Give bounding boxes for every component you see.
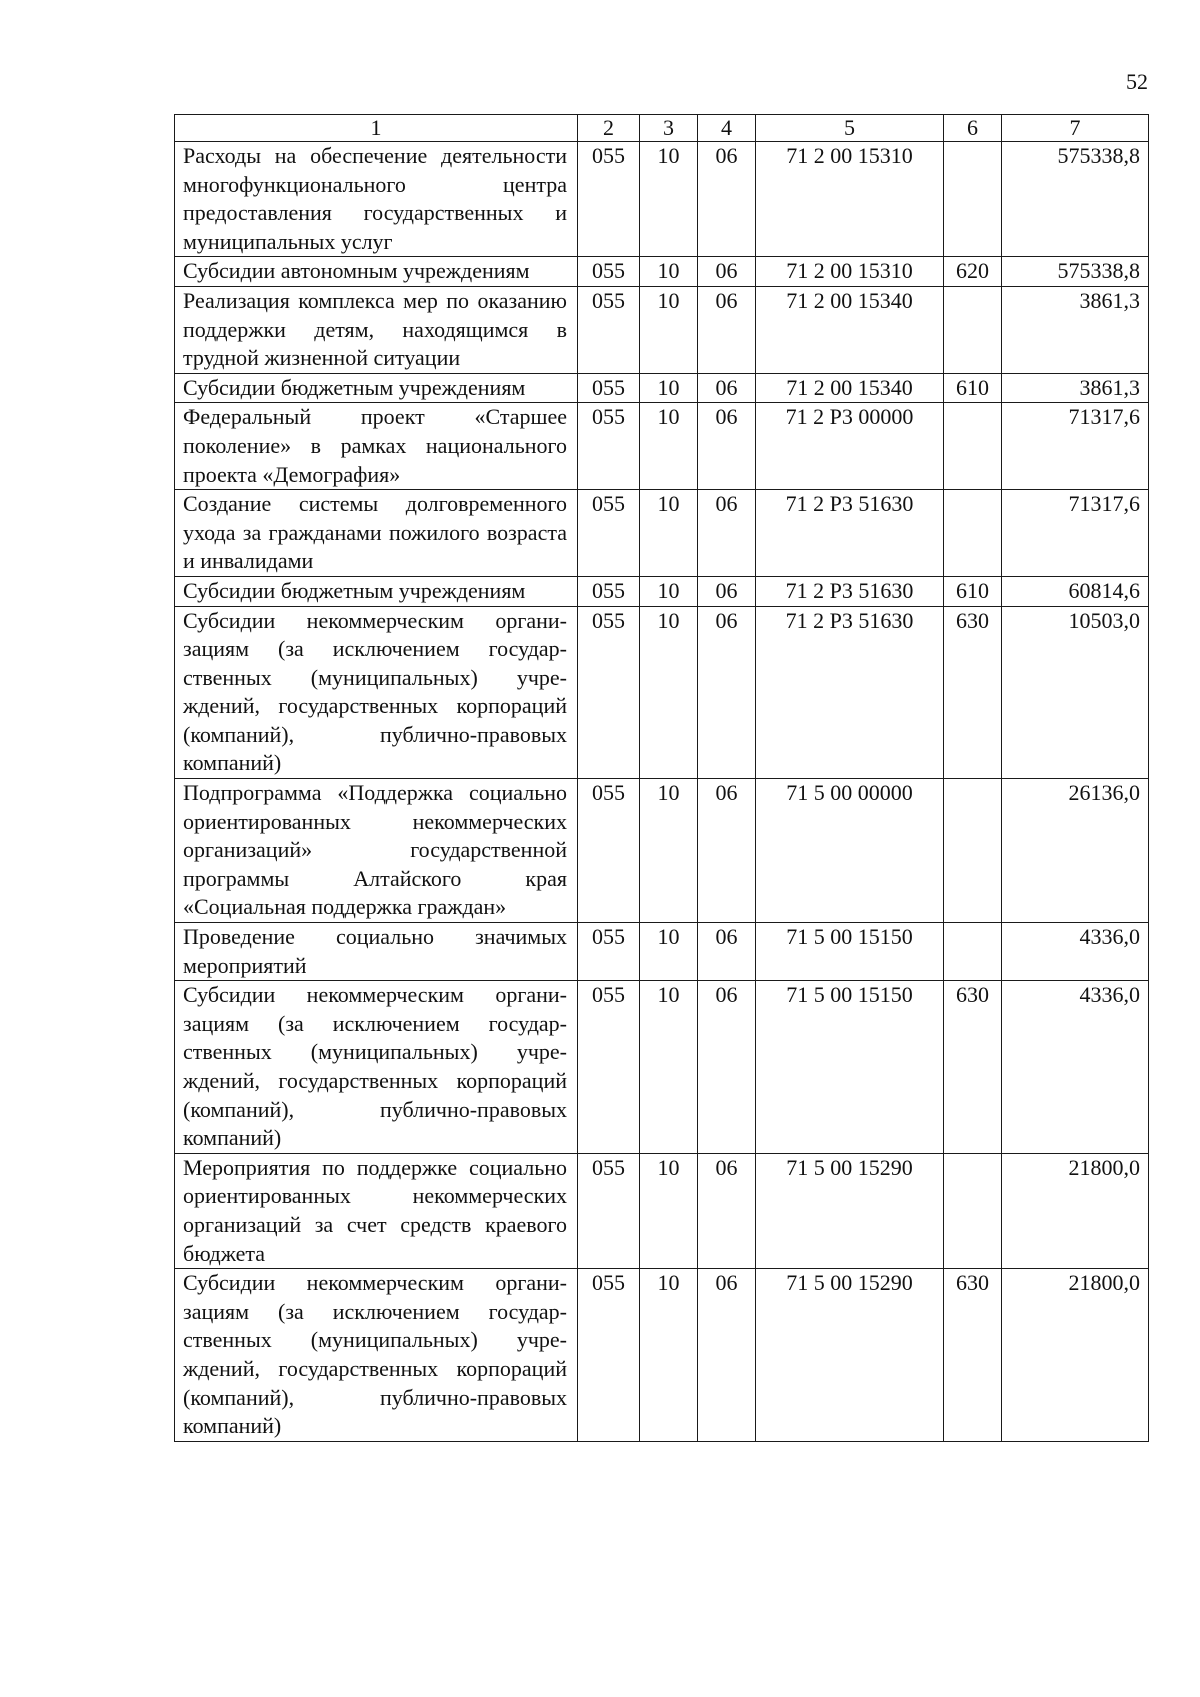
subsection-code: 06 (698, 373, 756, 403)
target-item-code: 71 2 P3 00000 (756, 403, 944, 490)
header-col-2: 2 (578, 115, 640, 142)
table-header (175, 115, 1149, 142)
ministry-code: 055 (578, 286, 640, 373)
subsection-code: 06 (698, 981, 756, 1154)
expense-name: Субсидии бюджетным учреждениям (175, 576, 578, 606)
expense-type-code (944, 490, 1002, 577)
expense-type-code (944, 142, 1002, 257)
table-row (175, 779, 1149, 923)
expense-name: Федеральный проект «Старшее поколение» в рамках национального проекта «Демография» (175, 403, 578, 490)
table-body (175, 142, 1149, 1442)
amount: 575338,8 (1002, 142, 1149, 257)
expense-type-code: 610 (944, 373, 1002, 403)
subsection-code: 06 (698, 1269, 756, 1442)
header-col-1: 1 (175, 115, 578, 142)
section-code: 10 (640, 981, 698, 1154)
amount: 26136,0 (1002, 779, 1149, 923)
section-code: 10 (640, 779, 698, 923)
amount: 71317,6 (1002, 403, 1149, 490)
expense-type-code (944, 923, 1002, 981)
subsection-code: 06 (698, 576, 756, 606)
section-code: 10 (640, 257, 698, 287)
expense-name: Субсидии некоммерческим организациям (за исключением государственных (муниципальных) учреждений, государственных корпораций (компаний), публично-правовых компаний) (175, 981, 578, 1154)
expense-name: Мероприятия по поддержке социально ориентированных некоммерческих организаций за счет средств краевого бюджета (175, 1153, 578, 1268)
page-number: 52 (1126, 69, 1148, 94)
table-row (175, 257, 1149, 287)
ministry-code: 055 (578, 779, 640, 923)
table-row (175, 1269, 1149, 1442)
ministry-code: 055 (578, 142, 640, 257)
expense-type-code (944, 403, 1002, 490)
expense-type-code: 630 (944, 1269, 1002, 1442)
expense-type-code: 610 (944, 576, 1002, 606)
target-item-code: 71 2 00 15340 (756, 286, 944, 373)
subsection-code: 06 (698, 403, 756, 490)
ministry-code: 055 (578, 981, 640, 1154)
section-code: 10 (640, 576, 698, 606)
target-item-code: 71 5 00 15150 (756, 981, 944, 1154)
amount: 3861,3 (1002, 373, 1149, 403)
table-row (175, 606, 1149, 779)
table-row (175, 981, 1149, 1154)
subsection-code: 06 (698, 490, 756, 577)
amount: 71317,6 (1002, 490, 1149, 577)
table-row (175, 373, 1149, 403)
amount: 21800,0 (1002, 1153, 1149, 1268)
amount: 10503,0 (1002, 606, 1149, 779)
ministry-code: 055 (578, 606, 640, 779)
ministry-code: 055 (578, 257, 640, 287)
target-item-code: 71 2 P3 51630 (756, 606, 944, 779)
ministry-code: 055 (578, 1153, 640, 1268)
section-code: 10 (640, 923, 698, 981)
ministry-code: 055 (578, 403, 640, 490)
subsection-code: 06 (698, 606, 756, 779)
subsection-code: 06 (698, 286, 756, 373)
header-col-7: 7 (1002, 115, 1149, 142)
expense-type-code: 630 (944, 606, 1002, 779)
section-code: 10 (640, 403, 698, 490)
target-item-code: 71 2 00 15310 (756, 257, 944, 287)
target-item-code: 71 2 00 15310 (756, 142, 944, 257)
ministry-code: 055 (578, 576, 640, 606)
header-col-4: 4 (698, 115, 756, 142)
target-item-code: 71 5 00 15290 (756, 1269, 944, 1442)
amount: 575338,8 (1002, 257, 1149, 287)
table-row (175, 923, 1149, 981)
expense-type-code: 620 (944, 257, 1002, 287)
expense-type-code (944, 286, 1002, 373)
section-code: 10 (640, 142, 698, 257)
target-item-code: 71 5 00 15290 (756, 1153, 944, 1268)
amount: 21800,0 (1002, 1269, 1149, 1442)
expense-name: Создание системы долговременного ухода за гражданами пожилого возраста и инвалидами (175, 490, 578, 577)
ministry-code: 055 (578, 923, 640, 981)
table-row (175, 1153, 1149, 1268)
header-row (175, 115, 1149, 142)
section-code: 10 (640, 606, 698, 779)
subsection-code: 06 (698, 923, 756, 981)
table-row (175, 490, 1149, 577)
header-col-5: 5 (756, 115, 944, 142)
expense-type-code: 630 (944, 981, 1002, 1154)
target-item-code: 71 5 00 00000 (756, 779, 944, 923)
expense-name: Подпрограмма «Поддержка социально ориентированных некоммерческих организаций» государственной программы Алтайского края «Социальная поддержка граждан» (175, 779, 578, 923)
expense-name: Субсидии бюджетным учреждениям (175, 373, 578, 403)
amount: 4336,0 (1002, 923, 1149, 981)
target-item-code: 71 2 P3 51630 (756, 576, 944, 606)
expense-name: Субсидии некоммерческим организациям (за исключением государственных (муниципальных) учреждений, государственных корпораций (компаний), публично-правовых компаний) (175, 1269, 578, 1442)
section-code: 10 (640, 286, 698, 373)
table-row (175, 403, 1149, 490)
subsection-code: 06 (698, 1153, 756, 1268)
subsection-code: 06 (698, 257, 756, 287)
expense-name: Реализация комплекса мер по оказанию поддержки детям, находящимся в трудной жизненной ситуации (175, 286, 578, 373)
section-code: 10 (640, 1269, 698, 1442)
section-code: 10 (640, 1153, 698, 1268)
expense-type-code (944, 779, 1002, 923)
target-item-code: 71 2 P3 51630 (756, 490, 944, 577)
amount: 3861,3 (1002, 286, 1149, 373)
target-item-code: 71 2 00 15340 (756, 373, 944, 403)
expense-name: Расходы на обеспечение деятельности многофункционального центра предоставления государственных и муниципальных услуг (175, 142, 578, 257)
expense-name: Проведение социально значимых мероприятий (175, 923, 578, 981)
table-row (175, 286, 1149, 373)
target-item-code: 71 5 00 15150 (756, 923, 944, 981)
budget-table (174, 114, 1149, 1442)
amount: 4336,0 (1002, 981, 1149, 1154)
section-code: 10 (640, 373, 698, 403)
header-col-3: 3 (640, 115, 698, 142)
subsection-code: 06 (698, 142, 756, 257)
subsection-code: 06 (698, 779, 756, 923)
table-row (175, 142, 1149, 257)
expense-name: Субсидии некоммерческим организациям (за исключением государственных (муниципальных) учреждений, государственных корпораций (компаний), публично-правовых компаний) (175, 606, 578, 779)
section-code: 10 (640, 490, 698, 577)
header-col-6: 6 (944, 115, 1002, 142)
amount: 60814,6 (1002, 576, 1149, 606)
expense-type-code (944, 1153, 1002, 1268)
ministry-code: 055 (578, 490, 640, 577)
ministry-code: 055 (578, 373, 640, 403)
table-row (175, 576, 1149, 606)
expense-name: Субсидии автономным учреждениям (175, 257, 578, 287)
ministry-code: 055 (578, 1269, 640, 1442)
